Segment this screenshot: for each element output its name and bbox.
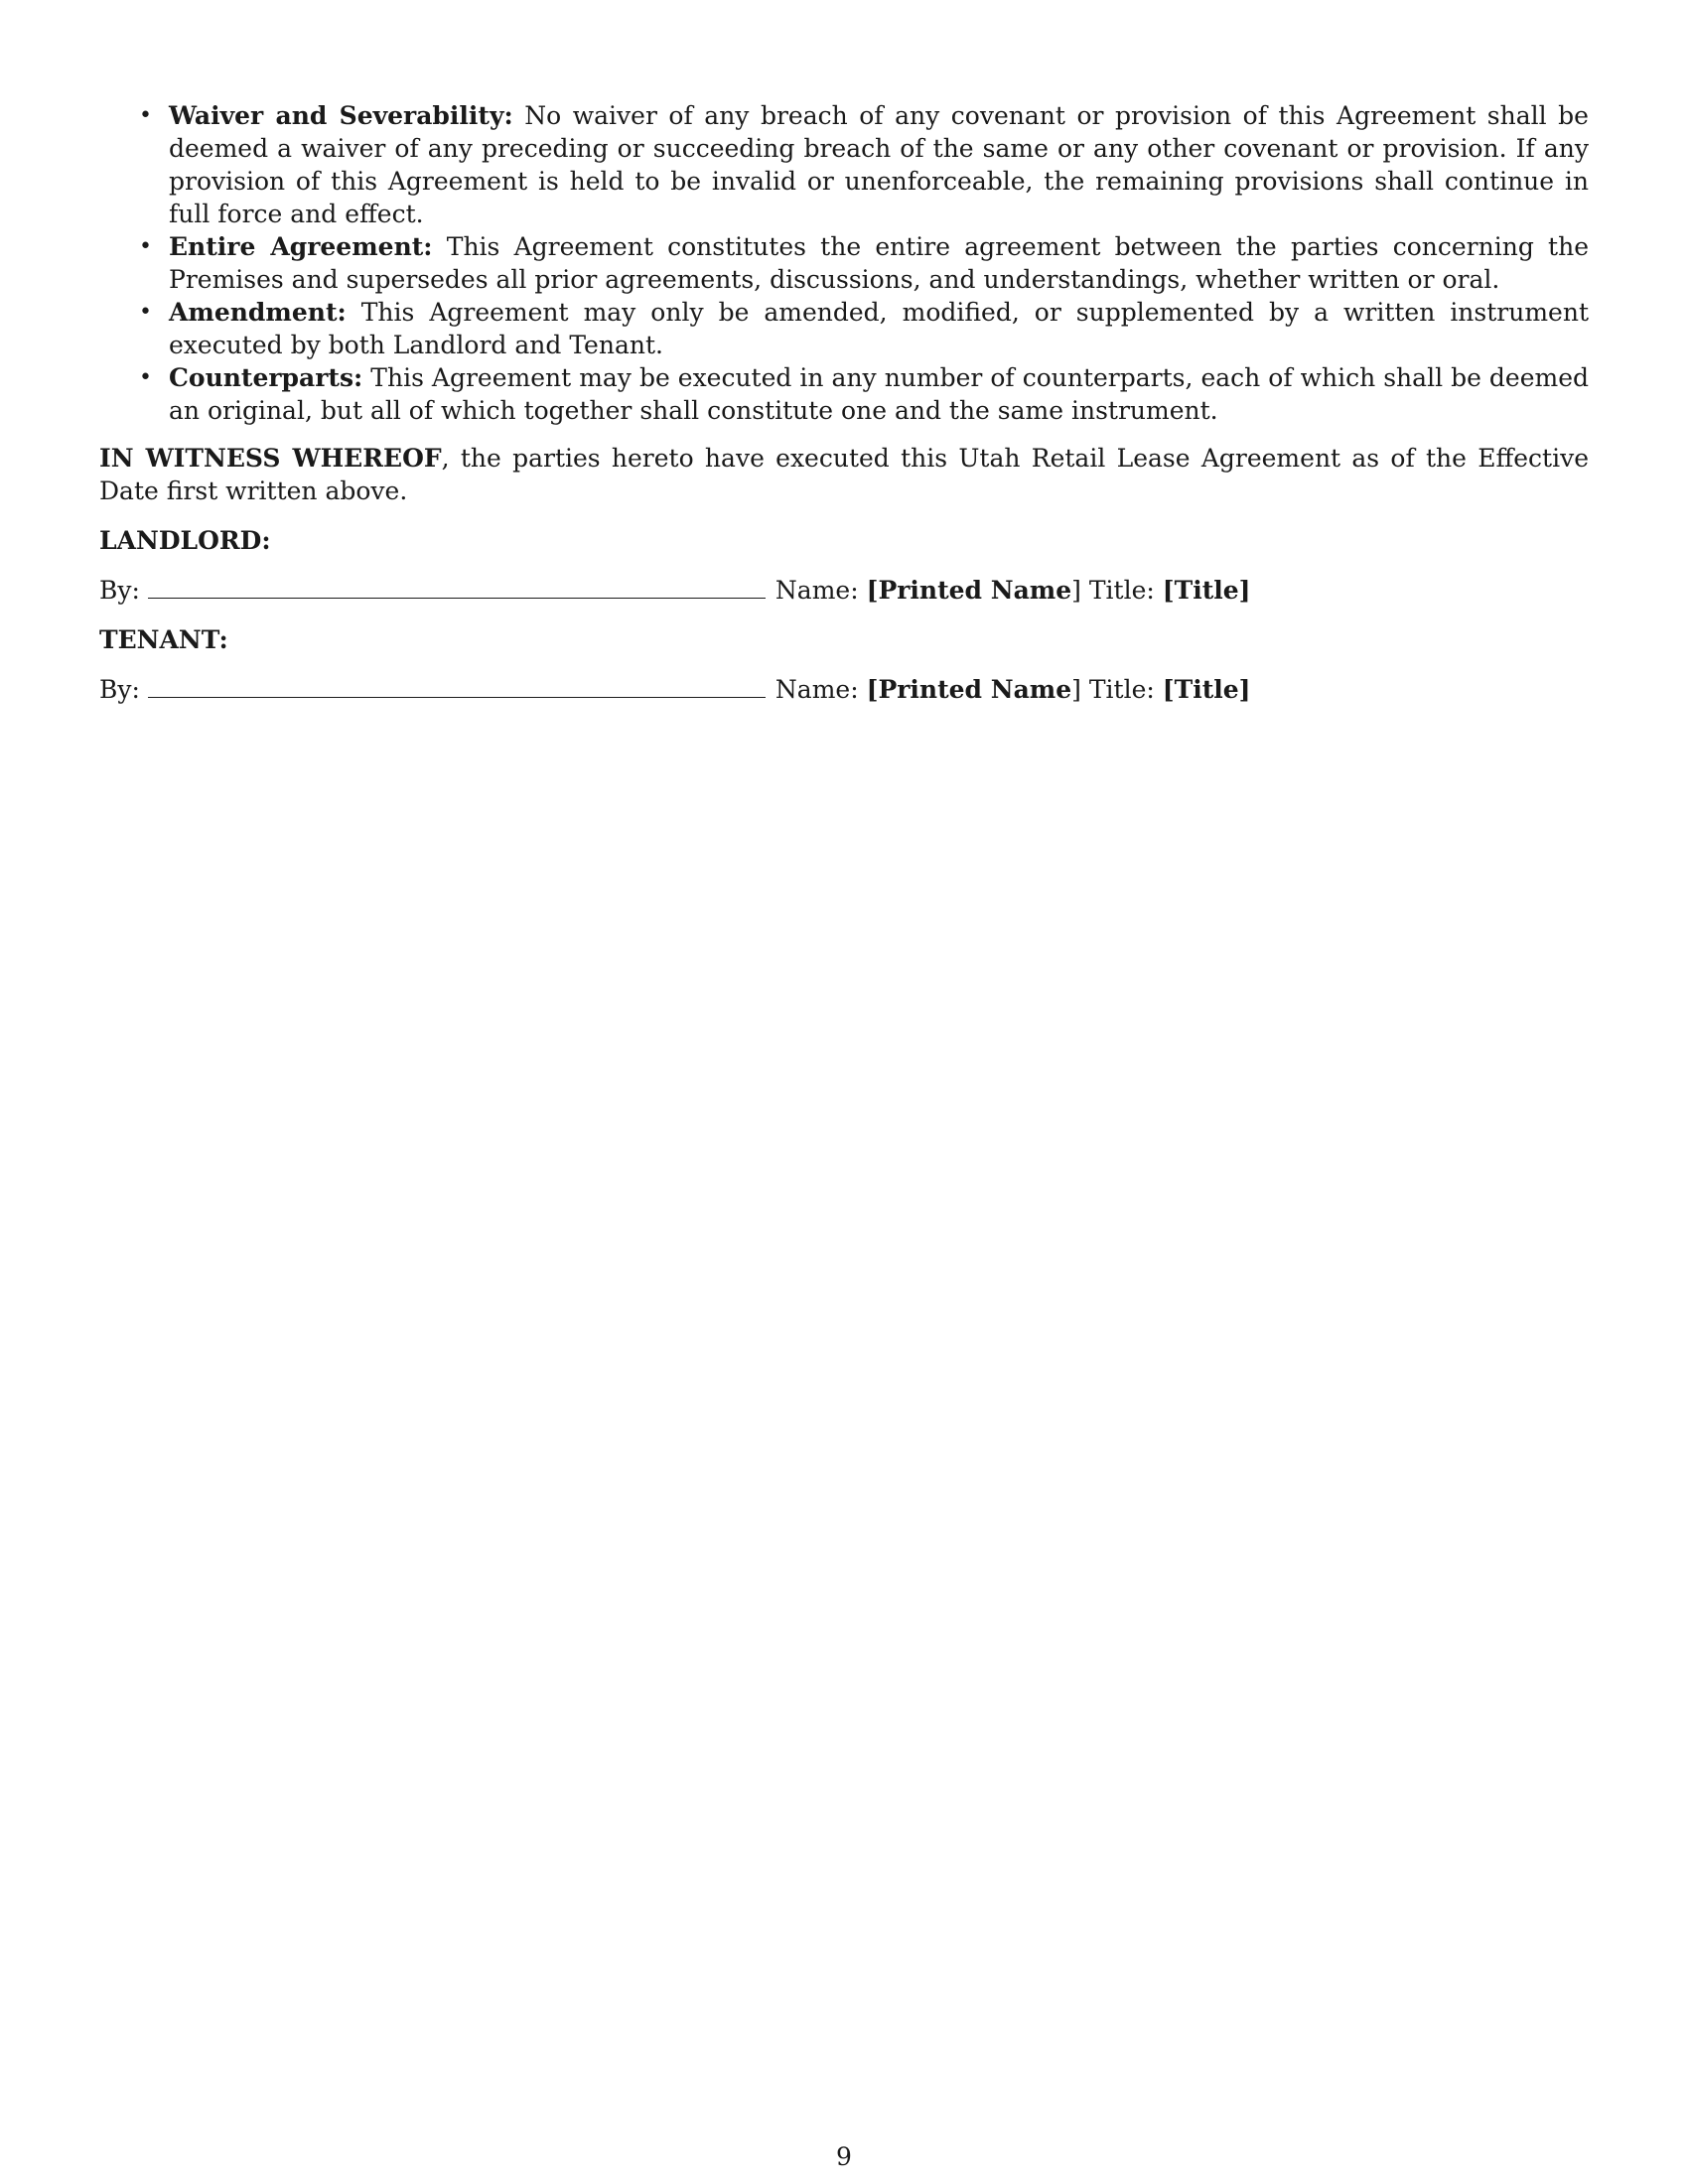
bullet-icon: • [139,365,152,390]
by-label: By: [99,576,140,605]
clause-list [99,99,1589,427]
title-label: Title: [1088,675,1155,704]
page-number: 9 [836,2142,852,2171]
clause-heading: Waiver and Severability: [169,101,513,130]
clause-heading: Amendment: [169,298,347,327]
title-bracket-close: ] [1238,576,1251,605]
name-bracket-close: ] [1071,675,1081,704]
clause-heading: Counterparts: [169,363,363,392]
witness-lead: IN WITNESS WHEREOF [99,444,442,473]
clause-entire-agreement [99,230,1589,296]
name-label: Name: [774,675,859,704]
bullet-icon: • [139,234,152,259]
tenant-signature-line [99,673,1589,706]
tenant-signature-field[interactable] [148,675,766,698]
title-label: Title: [1088,576,1155,605]
clause-waiver-severability [99,99,1589,230]
bullet-icon: • [139,103,152,128]
tenant-title: Title [1174,675,1239,704]
clause-heading: Entire Agreement: [169,232,433,261]
landlord-signature-line [99,574,1589,607]
landlord-printed-name: Printed Name [878,576,1072,605]
clause-counterparts [99,361,1589,427]
title-bracket-open: [ [1162,576,1175,605]
by-label: By: [99,675,140,704]
tenant-printed-name: Printed Name [878,675,1072,704]
title-bracket-close: ] [1238,675,1251,704]
landlord-signature-field[interactable] [148,576,766,599]
witness-paragraph [99,442,1589,507]
name-label: Name: [774,576,859,605]
name-bracket-close: ] [1071,576,1081,605]
landlord-title: Title [1174,576,1239,605]
landlord-label: LANDLORD: [99,526,271,555]
clause-amendment [99,296,1589,361]
name-bracket-open: [ [866,675,879,704]
clause-text: This Agreement may only be amended, modified, or supplemented by a written instrument executed by both Landlord and Tenant. [169,298,1589,359]
clause-text: No waiver of any breach of any covenant or provision of this Agreement shall be deemed a waiver of any preceding or succeeding breach of the same or any other covenant or provision. If any provision of this Agreement is held to be invalid or unenforceable, the remaining provisions shall continue in full force and effect. [169,101,1589,228]
document-page [99,99,1589,706]
bullet-icon: • [139,300,152,325]
clause-text: This Agreement constitutes the entire agreement between the parties concerning the Premises and supersedes all prior agreements, discussions, and understandings, whether written or oral. [169,232,1590,294]
witness-text: , the parties hereto have executed this Utah Retail Lease Agreement as of the Effective Date first written above. [99,444,1590,505]
clause-text: This Agreement may be executed in any number of counterparts, each of which shall be deemed an original, but all of which together shall constitute one and the same instrument. [169,363,1590,425]
name-bracket-open: [ [866,576,879,605]
tenant-label: TENANT: [99,625,228,654]
title-bracket-open: [ [1162,675,1175,704]
